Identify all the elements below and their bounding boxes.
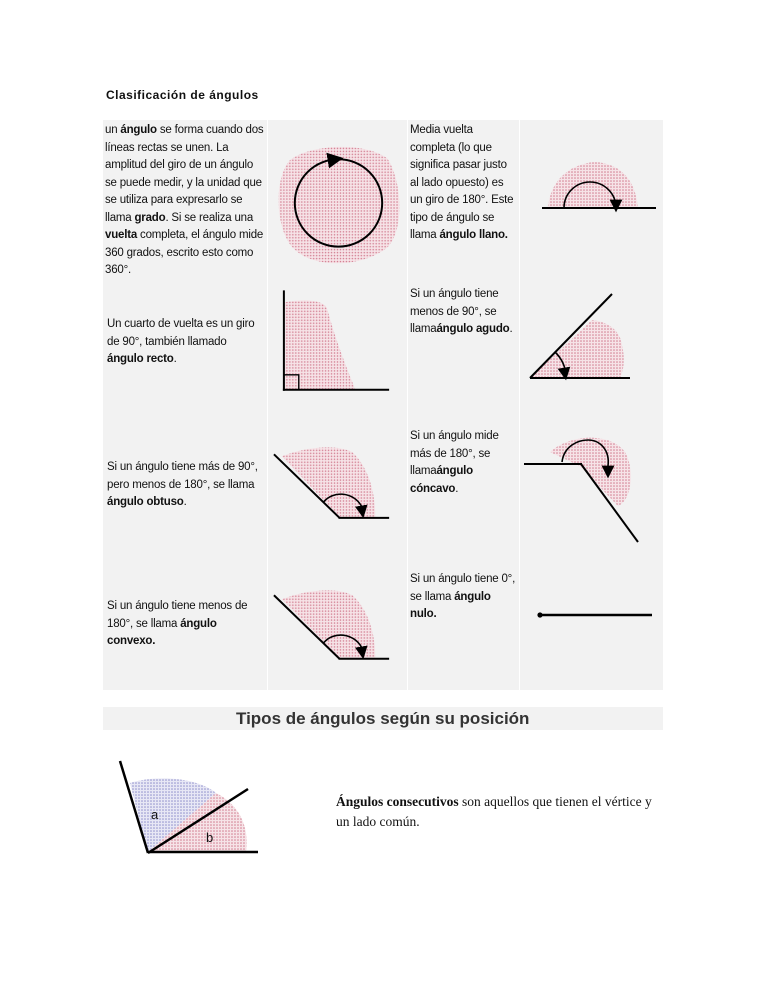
cell-angulo-recto-text: Un cuarto de vuelta es un giro de 90°, también llamado ángulo recto. [103, 280, 268, 422]
concave-angle-svg [520, 422, 663, 565]
straight-angle-svg [520, 120, 663, 280]
convex-angle-figure [268, 565, 408, 690]
consecutive-angles-figure [96, 755, 276, 865]
concave-angle-figure [520, 422, 663, 565]
null-angle-figure [520, 565, 663, 690]
consecutive-angles-svg [96, 755, 276, 865]
cell-angulo-obtuso-text: Si un ángulo tiene más de 90°, pero menos de 180°, se llama ángulo obtuso. [103, 422, 268, 565]
acute-angle-figure [520, 280, 663, 422]
angle-classification-table [103, 120, 663, 690]
consecutive-angles-definition: Ángulos consecutivos son aquellos que tienen el vértice y un lado común. [336, 794, 652, 829]
full-turn-angle-figure [268, 120, 408, 280]
obtuse-angle-svg [268, 422, 407, 565]
section-heading: Tipos de ángulos según su posición [236, 709, 530, 728]
page-title: Clasificación de ángulos [106, 88, 259, 102]
angle-label-b: b [206, 830, 214, 845]
cell-angulo-llano-text: Media vuelta completa (lo que significa pasar justo al lado opuesto) es un giro de 180°. Este tipo de ángulo se llama ángulo llano. [408, 120, 520, 280]
right-angle-svg [268, 280, 407, 422]
null-angle-svg [520, 565, 663, 690]
cell-angulo-agudo-text: Si un ángulo tiene menos de 90°, se llamaángulo agudo. [408, 280, 520, 422]
right-angle-figure [268, 280, 408, 422]
convex-angle-svg [268, 565, 407, 690]
cell-angulo-nulo-text: Si un ángulo tiene 0°, se llama ángulo nulo. [408, 565, 520, 690]
obtuse-angle-figure [268, 422, 408, 565]
straight-angle-figure [520, 120, 663, 280]
full-turn-angle-svg [268, 120, 407, 280]
cell-angulo-convexo-text: Si un ángulo tiene menos de 180°, se llama ángulo convexo. [103, 565, 268, 690]
section-banner [103, 707, 663, 730]
acute-angle-svg [520, 280, 663, 422]
cell-angulo-concavo-text: Si un ángulo mide más de 180°, se llamaángulo cóncavo. [408, 422, 520, 565]
cell-angulo-completo-text: un ángulo se forma cuando dos líneas rectas se unen. La amplitud del giro de un ángulo se puede medir, y la unidad que se utiliza para expresarlo se llama grado. Si se realiza una vuelta completa, el ángulo mide 360 grados, escrito esto como 360°. [103, 120, 268, 280]
angle-label-a: a [151, 807, 159, 822]
